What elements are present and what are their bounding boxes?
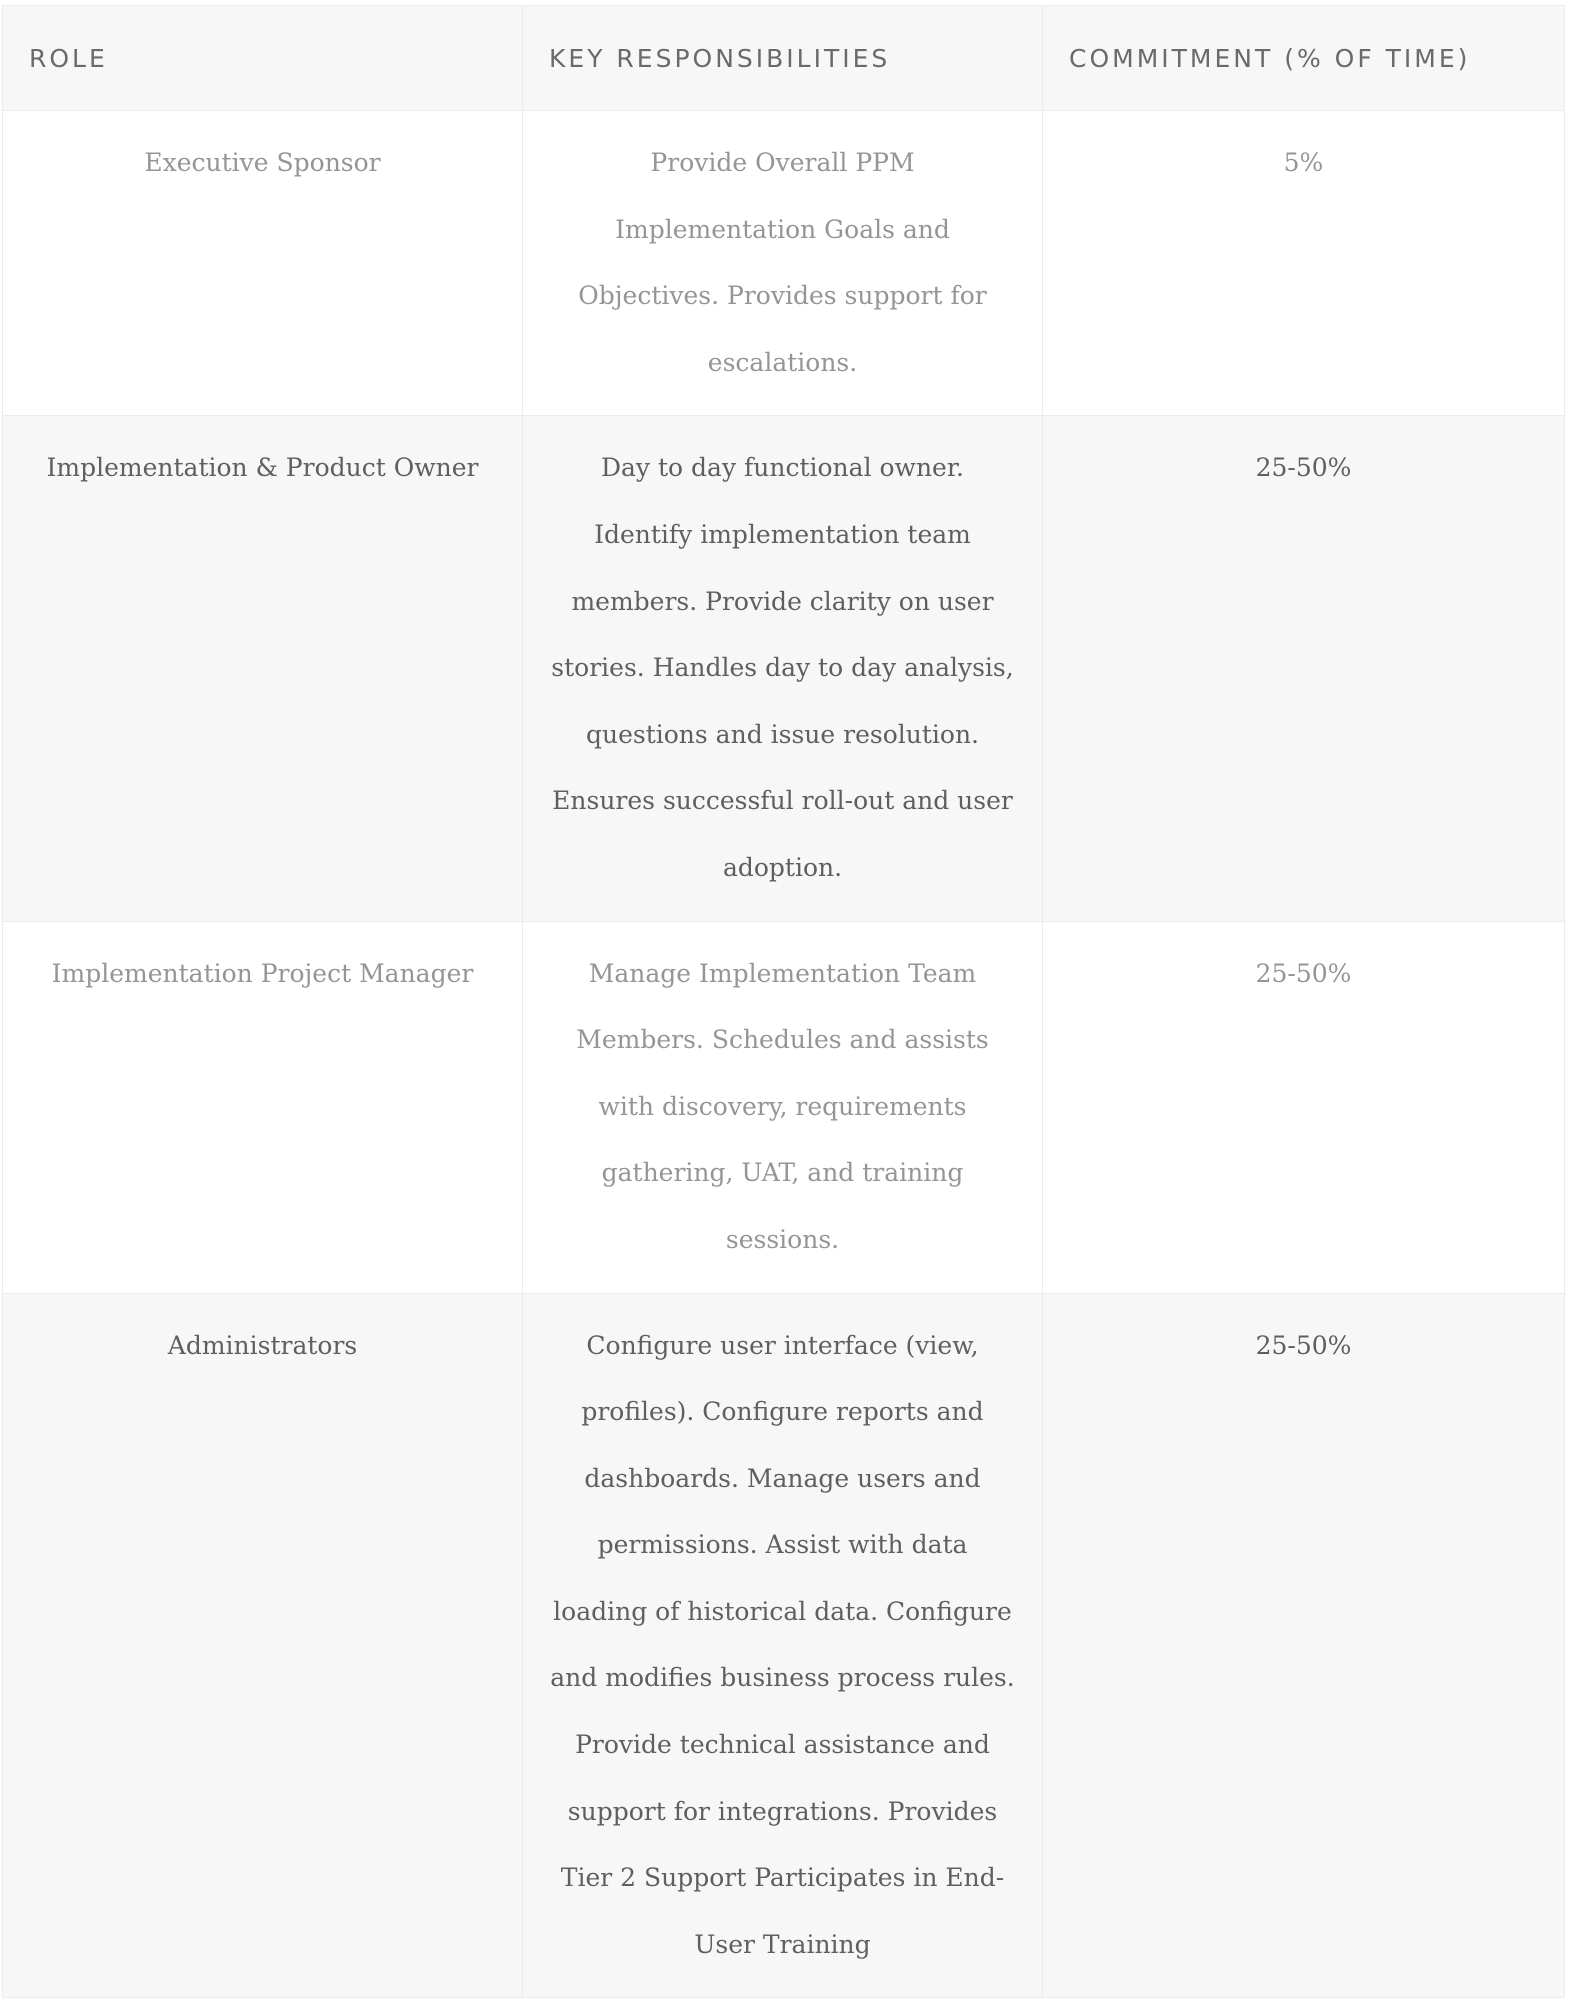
- roles-table: [2, 5, 1565, 1998]
- header-role: ROLE: [3, 6, 523, 111]
- role-cell: Implementation & Product Owner: [3, 416, 523, 921]
- table-row: [3, 416, 1565, 921]
- role-cell: Executive Sponsor: [3, 111, 523, 416]
- commitment-cell: 25-50%: [1043, 1293, 1565, 1998]
- commitment-cell: 25-50%: [1043, 416, 1565, 921]
- responsibilities-cell: Provide Overall PPM Implementation Goals and Objectives. Provides support for escalations.: [523, 111, 1043, 416]
- commitment-cell: 25-50%: [1043, 921, 1565, 1293]
- table-row: [3, 1293, 1565, 1998]
- table-row: [3, 921, 1565, 1293]
- table-body: [3, 111, 1565, 1998]
- header-commitment: COMMITMENT (% OF TIME): [1043, 6, 1565, 111]
- header-key-responsibilities: KEY RESPONSIBILITIES: [523, 6, 1043, 111]
- table-row: [3, 111, 1565, 416]
- header-row: [3, 6, 1565, 111]
- table-header: [3, 6, 1565, 111]
- commitment-cell: 5%: [1043, 111, 1565, 416]
- role-cell: Implementation Project Manager: [3, 921, 523, 1293]
- responsibilities-cell: Day to day functional owner. Identify implementation team members. Provide clarity on user stories. Handles day to day analysis, questions and issue resolution. Ensures successful roll-out and user adoption.: [523, 416, 1043, 921]
- role-cell: Administrators: [3, 1293, 523, 1998]
- responsibilities-cell: Manage Implementation Team Members. Schedules and assists with discovery, requirements gathering, UAT, and training sessions.: [523, 921, 1043, 1293]
- responsibilities-cell: Configure user interface (view, profiles). Configure reports and dashboards. Manage users and permissions. Assist with data loading of historical data. Configure and modifies business process rules. Provide technical assistance and support for integrations. Provides Tier 2 Support Participates in End-User Training: [523, 1293, 1043, 1998]
